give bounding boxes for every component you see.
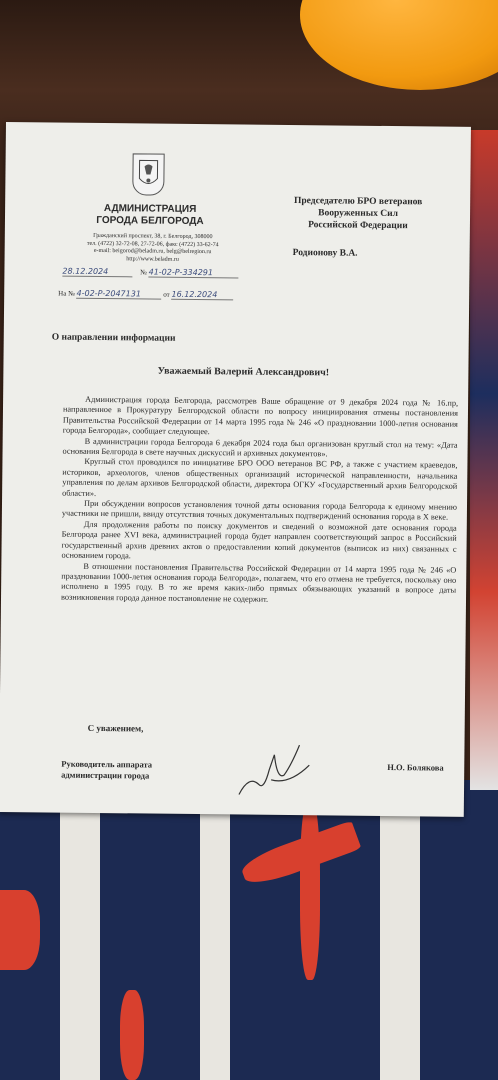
jet-pattern [120,990,144,1080]
registration-date: 28.12.2024 [62,267,132,278]
signer-title-line: администрации города [61,769,150,781]
jet-pattern [0,890,40,970]
fabric-stripe [380,780,420,1080]
signer-title [61,759,211,783]
org-line: АДМИНИСТРАЦИЯ [103,203,197,215]
greeting: Уважаемый Валерий Александрович! [157,365,330,379]
email-text: e-mail: beigorod@beladm.ru, belg@belregion.ru [93,247,212,256]
body-paragraph: Администрация города Белгорода, рассмотрев Ваше обращение от 9 декабря 2024 года № 16.пр, направленное в Прокуратуру Белгородской области по вопросу инициирования отмены постановления Правительства Российской Федерации от 14 марта 1995 года № 246 «О праздновании 1000-летия основания города Белгорода», сообщает следующее. [62,394,459,437]
letter-body [61,395,458,607]
ref-number: 4-02-Р-2047131 [76,289,161,300]
body-paragraph: Для продолжения работы по поиску документов и сведений о возможной дате основания города Белгорода ранее XVI века, администрацией города будет направлен соответствующий запрос в Российский государственный архив древних актов о предоставлении копий документов (выписок из них) связанных с основанием города. [61,519,457,561]
body-paragraph: В администрации города Белгорода 6 декабря 2024 года был организован круглый стол на тему: «Дата основания Белгорода в свете научных дискуссий и архивных документов». [62,436,458,459]
organization-name [65,203,235,229]
addressee-line: Вооруженных Сил [318,208,398,220]
letter-subject: О направлении информации [51,332,176,344]
registration-number: 41-02-Р-334291 [149,268,239,279]
ref-label: На № [58,289,75,298]
fabric-stripe [60,780,100,1080]
contact-block [53,232,253,264]
addressee-block [273,195,443,233]
handwritten-signature [229,734,320,805]
body-paragraph: Круглый стол проводился по инициативе БРО ООО ветеранов ВС РФ, а также с участием краеведов, историков, археологов, членов общественных организаций исторической направленности, начальника управления по делам архивов Белгородской области, директора ОГКУ «Государственный архив Белгородской области». [62,457,458,498]
addressee-line: Председателю БРО ветеранов [293,196,423,208]
registration-line [62,267,238,279]
body-paragraph: При обсуждении вопросов установления точной даты основания города Белгорода к единому мнению участники не пришли, ввиду отсутствия точных документальных подтверждений основания города в X веке. [61,498,458,523]
fabric-edge [470,130,498,790]
closing-text: С уважением, [87,722,144,734]
ref-date: 16.12.2024 [171,290,233,301]
phones-text: тел. (4722) 32-72-08, 27-72-06, факс (4722) 33-62-74 [86,240,219,248]
number-label: № [140,268,147,277]
signer-title-line: Руководитель аппарата [61,758,153,770]
ref-from-label: от [163,290,170,299]
reference-line [58,289,233,301]
body-paragraph: В отношении постановления Правительства Российской Федерации от 14 марта 1995 года № 246 «О праздновании 1000-летия основания города Белгорода», полагаем, что его отмена не требуется, поскольку оно исполнено в 1995 году. В то же время каких-либо прямых обязывающих указаний в вопросе даты возникновения города данное постановление не содержит. [60,561,457,604]
website-text: http://www.beladm.ru [126,255,179,263]
addressee-name: Родионову В.А. [292,248,358,259]
address-text: Гражданский проспект, 38, г. Белгород, 308000 [93,232,213,241]
addressee-line: Российской Федерации [308,220,408,232]
org-line: ГОРОДА БЕЛГОРОДА [96,214,204,228]
signer-name: Н.О. Болякова [387,762,444,773]
jet-pattern [300,800,320,980]
letter-paper [0,122,471,817]
fabric-stripe [200,780,230,1080]
coat-of-arms-icon [132,153,164,195]
